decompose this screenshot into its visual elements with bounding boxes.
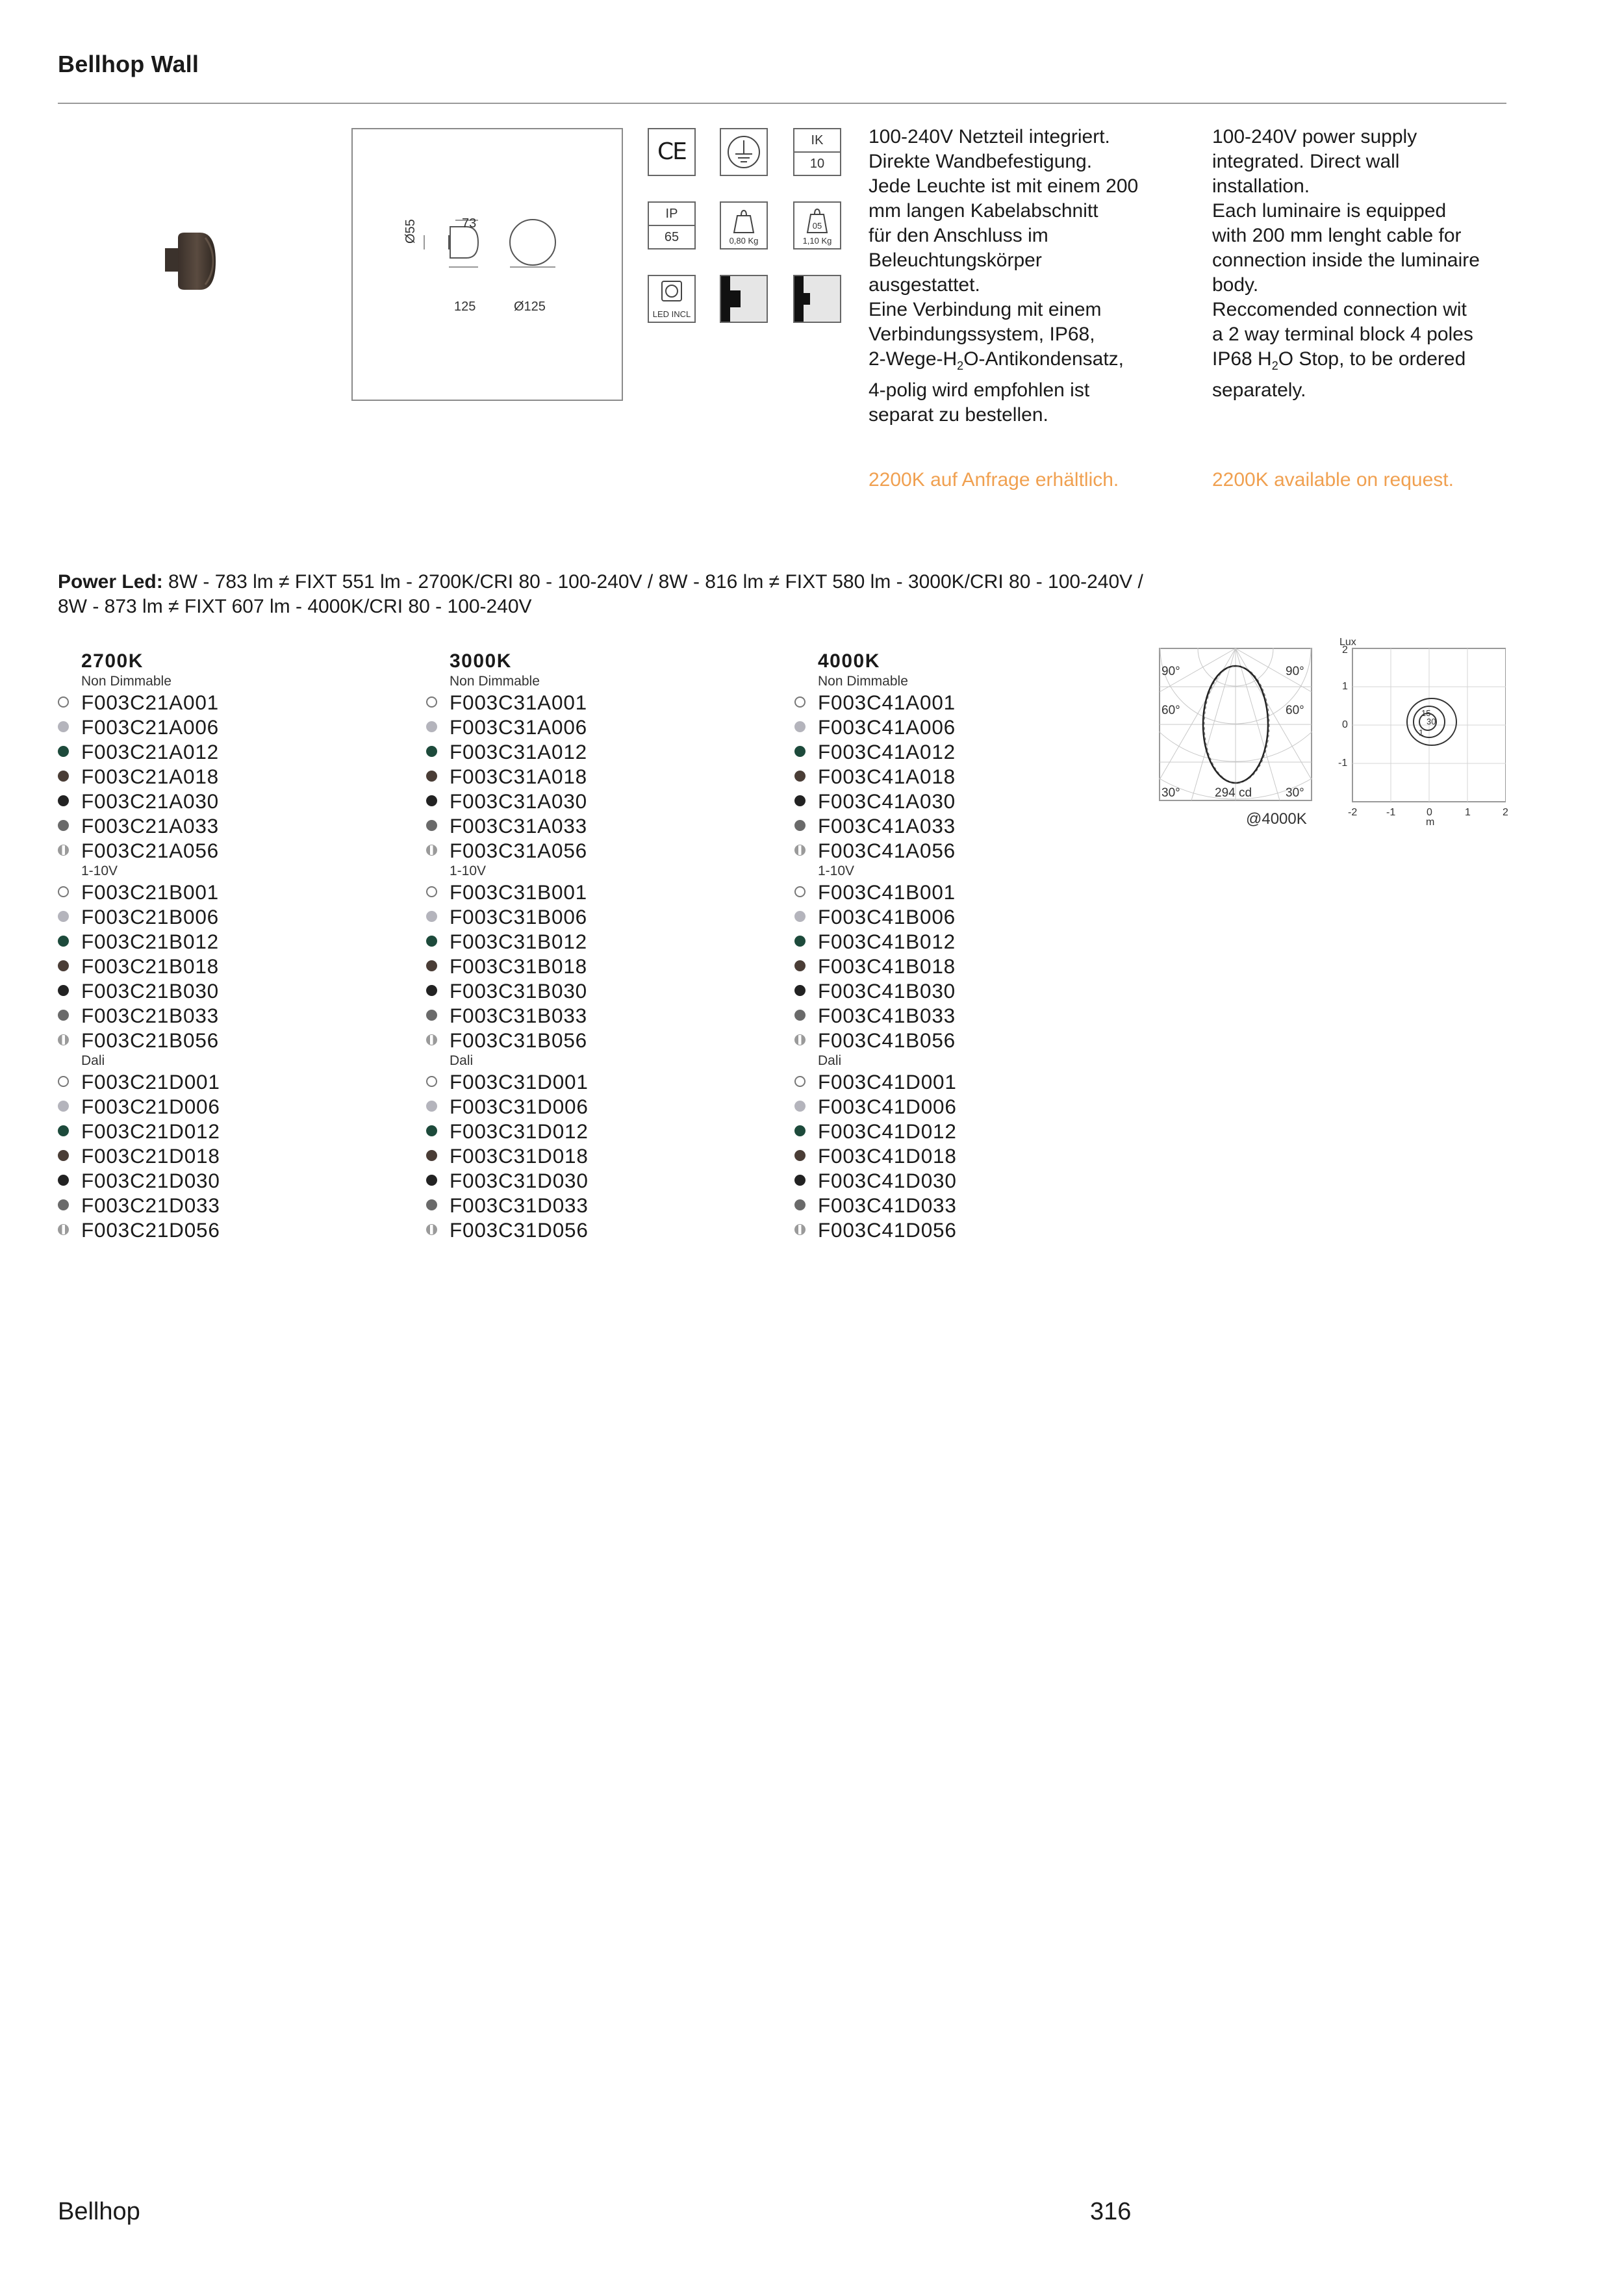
product-code-row bbox=[794, 813, 1067, 838]
finish-swatch-icon bbox=[794, 696, 806, 708]
finish-swatch-icon bbox=[794, 985, 806, 996]
finish-swatch-icon bbox=[426, 1076, 437, 1087]
finish-swatch-icon bbox=[58, 1101, 69, 1112]
product-code-row bbox=[794, 1069, 1067, 1094]
product-code-row bbox=[426, 1094, 699, 1119]
finish-swatch-icon bbox=[794, 960, 806, 971]
product-code: F003C21D030 bbox=[81, 1169, 220, 1192]
product-code: F003C21D001 bbox=[81, 1070, 220, 1093]
dimming-type-label: Non Dimmable bbox=[450, 674, 540, 689]
product-code: F003C21D033 bbox=[81, 1194, 220, 1217]
product-code: F003C41D018 bbox=[818, 1144, 957, 1168]
lux-x-tick: -2 bbox=[1348, 807, 1358, 818]
finish-swatch-icon bbox=[58, 696, 69, 708]
product-code-row bbox=[426, 1193, 699, 1218]
finish-swatch-icon bbox=[58, 1125, 69, 1136]
product-code-row bbox=[794, 838, 1067, 863]
led-included-icon: LED INCL bbox=[648, 275, 696, 323]
product-code-row bbox=[58, 1028, 331, 1053]
product-code-row bbox=[426, 880, 699, 904]
product-code-row bbox=[426, 764, 699, 789]
finish-swatch-icon bbox=[426, 1125, 437, 1136]
product-code: F003C21A012 bbox=[81, 740, 219, 763]
product-code-row bbox=[794, 1143, 1067, 1168]
product-code: F003C41A018 bbox=[818, 765, 956, 788]
product-code: F003C31B018 bbox=[450, 954, 587, 978]
finish-swatch-icon bbox=[794, 721, 806, 732]
product-code-row bbox=[426, 789, 699, 813]
product-code-row bbox=[426, 1069, 699, 1094]
lux-title: Lux bbox=[1339, 637, 1356, 648]
product-code-row bbox=[58, 1218, 331, 1242]
product-code-row bbox=[794, 880, 1067, 904]
product-code-row bbox=[794, 1094, 1067, 1119]
product-code: F003C31B006 bbox=[450, 905, 587, 928]
finish-swatch-icon bbox=[58, 1034, 69, 1045]
product-code-row bbox=[794, 954, 1067, 978]
finish-swatch-icon bbox=[58, 985, 69, 996]
product-code: F003C41D030 bbox=[818, 1169, 957, 1192]
finish-swatch-icon bbox=[426, 746, 437, 757]
finish-swatch-icon bbox=[426, 960, 437, 971]
product-code: F003C31A033 bbox=[450, 814, 587, 837]
product-code: F003C31D012 bbox=[450, 1119, 589, 1143]
product-code-row bbox=[794, 715, 1067, 739]
product-code: F003C31A012 bbox=[450, 740, 587, 763]
product-code-row bbox=[58, 904, 331, 929]
finish-swatch-icon bbox=[426, 845, 437, 856]
page-title: Bellhop Wall bbox=[58, 51, 199, 77]
finish-swatch-icon bbox=[58, 936, 69, 947]
product-code: F003C31A018 bbox=[450, 765, 587, 788]
product-code: F003C31D056 bbox=[450, 1218, 589, 1242]
product-code-row bbox=[794, 1168, 1067, 1193]
product-code: F003C31D018 bbox=[450, 1144, 589, 1168]
polar-light-distribution-chart bbox=[1159, 648, 1312, 828]
lux-x-tick: 2 bbox=[1503, 807, 1508, 818]
power-led-label: Power Led: bbox=[58, 571, 163, 593]
finish-swatch-icon bbox=[58, 911, 69, 922]
product-code: F003C31B056 bbox=[450, 1028, 587, 1052]
product-code: F003C21A030 bbox=[81, 789, 219, 813]
finish-swatch-icon bbox=[426, 1010, 437, 1021]
finish-swatch-icon bbox=[794, 1010, 806, 1021]
finish-swatch-icon bbox=[426, 795, 437, 806]
product-code-row bbox=[426, 1168, 699, 1193]
finish-swatch-icon bbox=[426, 1199, 437, 1210]
finish-swatch-icon bbox=[426, 771, 437, 782]
product-code-row bbox=[58, 764, 331, 789]
product-code: F003C41A033 bbox=[818, 814, 956, 837]
finish-swatch-icon bbox=[794, 936, 806, 947]
product-code: F003C31B030 bbox=[450, 979, 587, 1003]
finish-swatch-icon bbox=[58, 960, 69, 971]
product-code-row bbox=[426, 838, 699, 863]
product-code-row bbox=[794, 978, 1067, 1003]
lux-x-unit: m bbox=[1426, 817, 1435, 828]
dimming-type-label: Dali bbox=[450, 1053, 474, 1068]
product-code: F003C41B018 bbox=[818, 954, 956, 978]
product-code: F003C41D001 bbox=[818, 1070, 957, 1093]
product-code: F003C41A030 bbox=[818, 789, 956, 813]
product-code-row bbox=[426, 813, 699, 838]
product-photo bbox=[162, 229, 221, 294]
product-code: F003C41A056 bbox=[818, 839, 956, 862]
dimming-type-label: Non Dimmable bbox=[818, 674, 908, 689]
polar-caption: @4000K bbox=[1246, 810, 1307, 828]
product-code-row bbox=[58, 929, 331, 954]
product-code-row bbox=[794, 904, 1067, 929]
finish-swatch-icon bbox=[794, 795, 806, 806]
dim-diameter: Ø125 bbox=[514, 300, 546, 314]
ground-icon bbox=[720, 128, 768, 176]
product-code: F003C21A033 bbox=[81, 814, 219, 837]
polar-intensity-label: 294 cd bbox=[1215, 786, 1252, 800]
product-code-row bbox=[426, 690, 699, 715]
wall-mount-icon bbox=[720, 275, 768, 323]
product-code: F003C21A006 bbox=[81, 715, 219, 739]
finish-swatch-icon bbox=[426, 820, 437, 831]
product-code: F003C21A018 bbox=[81, 765, 219, 788]
finish-swatch-icon bbox=[794, 771, 806, 782]
finish-swatch-icon bbox=[794, 886, 806, 897]
finish-swatch-icon bbox=[794, 746, 806, 757]
product-code-row bbox=[794, 1003, 1067, 1028]
dimming-type-label: 1-10V bbox=[450, 863, 487, 878]
product-code: F003C41A012 bbox=[818, 740, 956, 763]
finish-swatch-icon bbox=[426, 1224, 437, 1235]
finish-swatch-icon bbox=[426, 1101, 437, 1112]
product-code-row bbox=[58, 739, 331, 764]
finish-swatch-icon bbox=[426, 1175, 437, 1186]
product-code-row bbox=[426, 1143, 699, 1168]
finish-swatch-icon bbox=[58, 1199, 69, 1210]
lux-contour-label: 15 bbox=[1421, 708, 1431, 718]
product-code-row bbox=[426, 1003, 699, 1028]
wall-mount-alt-icon bbox=[793, 275, 841, 323]
product-code: F003C21B056 bbox=[81, 1028, 219, 1052]
lux-x-tick: -1 bbox=[1386, 807, 1396, 818]
product-code: F003C31B001 bbox=[450, 880, 587, 904]
product-code-row bbox=[426, 978, 699, 1003]
power-led-spec: Power Led: 8W - 783 lm ≠ FIXT 551 lm - 2700K/CRI 80 - 100-240V / 8W - 816 lm ≠ FIXT 580 lm - 3000K/CRI 80 - 100-240V / 8W - 873 lm ≠ FIXT 607 lm - 4000K/CRI 80 - 100-240V bbox=[58, 571, 1143, 617]
product-code-row bbox=[58, 1119, 331, 1143]
polar-label-60-right: 60° bbox=[1286, 704, 1304, 717]
product-code: F003C31B033 bbox=[450, 1004, 587, 1027]
finish-swatch-icon bbox=[58, 721, 69, 732]
finish-swatch-icon bbox=[794, 1175, 806, 1186]
product-code: F003C41A006 bbox=[818, 715, 956, 739]
product-code-row bbox=[58, 715, 331, 739]
product-code: F003C21A001 bbox=[81, 691, 219, 714]
product-code-row bbox=[426, 1028, 699, 1053]
lux-contour-label: 1 bbox=[1419, 728, 1424, 737]
product-code-row bbox=[426, 715, 699, 739]
finish-swatch-icon bbox=[58, 746, 69, 757]
finish-swatch-icon bbox=[794, 845, 806, 856]
finish-swatch-icon bbox=[426, 1034, 437, 1045]
description-english: 100-240V power supply integrated. Direct wall installation. Each luminaire is equipped with 200 mm lenght cable for connection inside the luminaire body. Reccomended connection wit a 2 way terminal block 4 poles IP68 $H_2O$ Stop, to be ordered separately. bbox=[1212, 126, 1480, 401]
finish-swatch-icon bbox=[426, 985, 437, 996]
product-code-row bbox=[794, 1028, 1067, 1053]
product-code-row bbox=[426, 929, 699, 954]
finish-swatch-icon bbox=[794, 1076, 806, 1087]
dim-depth: 73 bbox=[462, 216, 477, 231]
product-code-row bbox=[58, 1094, 331, 1119]
product-code: F003C31A006 bbox=[450, 715, 587, 739]
product-code: F003C21D006 bbox=[81, 1095, 220, 1118]
column-temperature-heading: 4000K bbox=[818, 650, 880, 672]
product-code: F003C41D006 bbox=[818, 1095, 957, 1118]
product-code-row bbox=[794, 789, 1067, 813]
weight-alt-icon: 05 1,10 Kg bbox=[793, 201, 841, 249]
product-code: F003C31D001 bbox=[450, 1070, 589, 1093]
product-code: F003C41B012 bbox=[818, 930, 956, 953]
product-code-row bbox=[426, 954, 699, 978]
product-code: F003C31D006 bbox=[450, 1095, 589, 1118]
lux-contour-label: 30 bbox=[1427, 717, 1436, 726]
product-code-row bbox=[426, 739, 699, 764]
product-code-row bbox=[794, 1119, 1067, 1143]
ip-rating-badge: IP 65 bbox=[648, 201, 696, 249]
dimming-type-label: 1-10V bbox=[818, 863, 855, 878]
finish-swatch-icon bbox=[794, 1150, 806, 1161]
finish-swatch-icon bbox=[426, 1150, 437, 1161]
dim-width: 125 bbox=[454, 300, 476, 314]
product-code: F003C31D033 bbox=[450, 1194, 589, 1217]
finish-swatch-icon bbox=[794, 1199, 806, 1210]
ce-mark-icon: CE bbox=[648, 128, 696, 176]
product-code: F003C41D012 bbox=[818, 1119, 957, 1143]
availability-note-english: 2200K available on request. bbox=[1212, 469, 1454, 491]
product-code-row bbox=[58, 789, 331, 813]
availability-note-german: 2200K auf Anfrage erhältlich. bbox=[869, 469, 1119, 491]
polar-label-30-right: 30° bbox=[1286, 786, 1304, 800]
lux-y-tick: 2 bbox=[1342, 645, 1348, 656]
product-code-row bbox=[58, 1069, 331, 1094]
polar-label-90-left: 90° bbox=[1161, 665, 1180, 678]
product-code-row bbox=[58, 1193, 331, 1218]
finish-swatch-icon bbox=[794, 1125, 806, 1136]
product-code-row bbox=[58, 880, 331, 904]
finish-swatch-icon bbox=[426, 936, 437, 947]
product-code-row bbox=[58, 1168, 331, 1193]
dimming-type-label: Dali bbox=[818, 1053, 842, 1068]
product-code: F003C41A001 bbox=[818, 691, 956, 714]
product-code: F003C31A030 bbox=[450, 789, 587, 813]
product-code: F003C41D033 bbox=[818, 1194, 957, 1217]
finish-swatch-icon bbox=[58, 1010, 69, 1021]
dimension-drawing bbox=[351, 128, 623, 401]
polar-label-30-left: 30° bbox=[1161, 786, 1180, 800]
finish-swatch-icon bbox=[58, 795, 69, 806]
polar-label-90-right: 90° bbox=[1286, 665, 1304, 678]
dimming-type-label: 1-10V bbox=[81, 863, 118, 878]
column-temperature-heading: 2700K bbox=[81, 650, 144, 672]
finish-swatch-icon bbox=[58, 771, 69, 782]
product-code: F003C31A056 bbox=[450, 839, 587, 862]
finish-swatch-icon bbox=[426, 696, 437, 708]
product-code-row bbox=[58, 813, 331, 838]
product-code-row bbox=[426, 904, 699, 929]
product-code-row bbox=[794, 929, 1067, 954]
product-code-row bbox=[58, 838, 331, 863]
product-code-row bbox=[58, 954, 331, 978]
weight-icon: 0,80 Kg bbox=[720, 201, 768, 249]
product-code: F003C21B030 bbox=[81, 979, 219, 1003]
product-code-row bbox=[426, 1218, 699, 1242]
product-code: F003C41B056 bbox=[818, 1028, 956, 1052]
finish-swatch-icon bbox=[426, 911, 437, 922]
finish-swatch-icon bbox=[794, 820, 806, 831]
code-column-3000k bbox=[426, 650, 699, 1242]
finish-swatch-icon bbox=[426, 721, 437, 732]
footer-section-name: Bellhop bbox=[58, 2198, 140, 2225]
column-temperature-heading: 3000K bbox=[450, 650, 512, 672]
product-code-row bbox=[58, 1143, 331, 1168]
finish-swatch-icon bbox=[794, 911, 806, 922]
product-code-row bbox=[426, 1119, 699, 1143]
finish-swatch-icon bbox=[794, 1101, 806, 1112]
description-german: 100-240V Netzteil integriert. Direkte Wandbefestigung. Jede Leuchte ist mit einem 200 mm langen Kabelabschnitt für den Anschluss im Beleuchtungskörper ausgestattet. Eine Verbindung mit einem Verbindungssystem, IP68, $2-Wege-H_2O$-Antikondensatz, 4-polig wird empfohlen ist separat zu bestellen. bbox=[869, 126, 1139, 426]
product-code: F003C41B006 bbox=[818, 905, 956, 928]
product-code: F003C31B012 bbox=[450, 930, 587, 953]
product-code: F003C41B033 bbox=[818, 1004, 956, 1027]
product-code-row bbox=[58, 690, 331, 715]
finish-swatch-icon bbox=[58, 1224, 69, 1235]
finish-swatch-icon bbox=[58, 1150, 69, 1161]
product-code: F003C21B012 bbox=[81, 930, 219, 953]
finish-swatch-icon bbox=[426, 886, 437, 897]
product-code: F003C21B006 bbox=[81, 905, 219, 928]
lux-distribution-chart bbox=[1337, 637, 1506, 832]
product-code: F003C21B018 bbox=[81, 954, 219, 978]
finish-swatch-icon bbox=[58, 820, 69, 831]
lux-y-tick: 0 bbox=[1342, 719, 1348, 730]
header-divider bbox=[58, 103, 1506, 104]
product-code-row bbox=[794, 739, 1067, 764]
product-code: F003C21D018 bbox=[81, 1144, 220, 1168]
product-code-row bbox=[58, 1003, 331, 1028]
product-code: F003C41B030 bbox=[818, 979, 956, 1003]
code-column-2700k bbox=[58, 650, 331, 1242]
lux-x-tick: 1 bbox=[1465, 807, 1471, 818]
product-code: F003C21D012 bbox=[81, 1119, 220, 1143]
finish-swatch-icon bbox=[794, 1224, 806, 1235]
product-code: F003C41D056 bbox=[818, 1218, 957, 1242]
product-code: F003C31A001 bbox=[450, 691, 587, 714]
lux-y-tick: -1 bbox=[1338, 758, 1348, 769]
product-code-row bbox=[794, 1193, 1067, 1218]
product-code: F003C21A056 bbox=[81, 839, 219, 862]
polar-label-60-left: 60° bbox=[1161, 704, 1180, 717]
finish-swatch-icon bbox=[58, 845, 69, 856]
product-code: F003C21B033 bbox=[81, 1004, 219, 1027]
product-code-row bbox=[794, 690, 1067, 715]
lux-x-tick: 0 bbox=[1427, 807, 1432, 818]
finish-swatch-icon bbox=[794, 1034, 806, 1045]
finish-swatch-icon bbox=[58, 1076, 69, 1087]
lux-y-tick: 1 bbox=[1342, 681, 1348, 692]
product-code: F003C21D056 bbox=[81, 1218, 220, 1242]
product-code: F003C41B001 bbox=[818, 880, 956, 904]
product-code-row bbox=[58, 978, 331, 1003]
dimming-type-label: Non Dimmable bbox=[81, 674, 171, 689]
product-code: F003C21B001 bbox=[81, 880, 219, 904]
page-number: 316 bbox=[1090, 2198, 1132, 2225]
finish-swatch-icon bbox=[58, 886, 69, 897]
dimming-type-label: Dali bbox=[81, 1053, 105, 1068]
product-code-row bbox=[794, 764, 1067, 789]
product-code: F003C31D030 bbox=[450, 1169, 589, 1192]
finish-swatch-icon bbox=[58, 1175, 69, 1186]
code-column-4000k bbox=[794, 650, 1067, 1242]
ik-rating-badge: IK 10 bbox=[793, 128, 841, 176]
dim-height: Ø55 bbox=[403, 219, 418, 244]
product-code-row bbox=[794, 1218, 1067, 1242]
